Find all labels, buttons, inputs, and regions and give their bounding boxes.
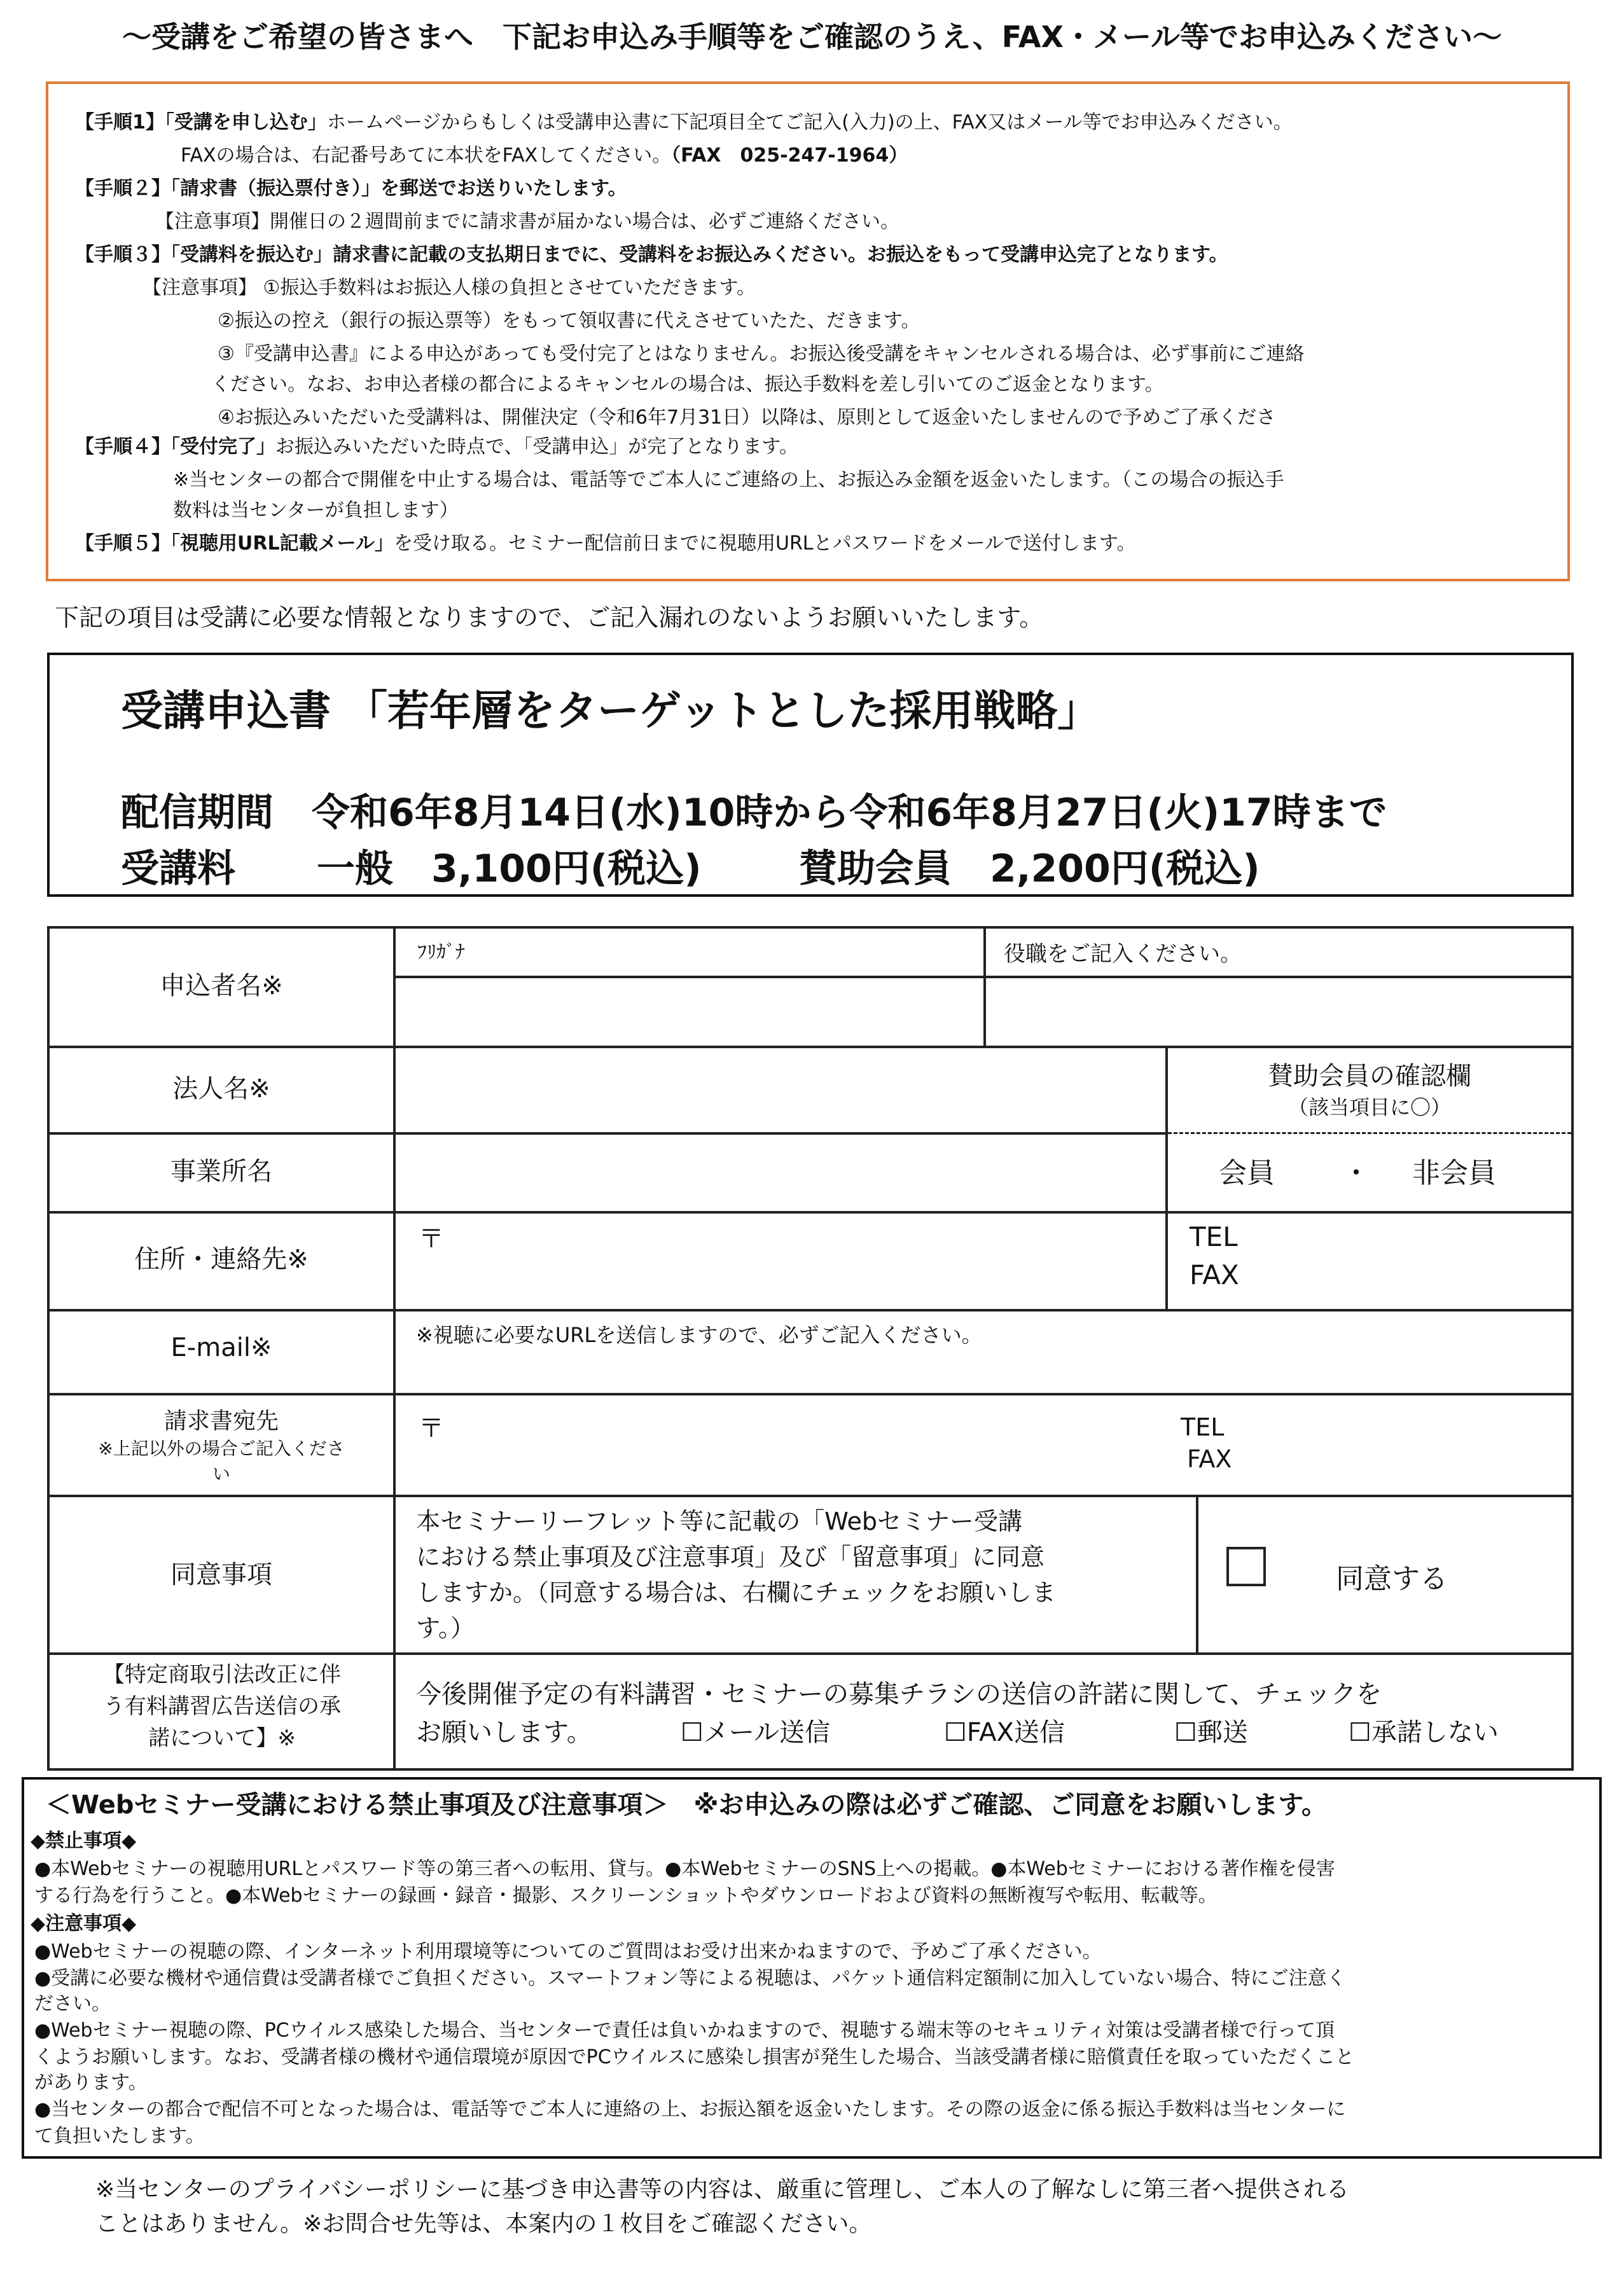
ad-consent-text-2: お願いします。 <box>416 1718 592 1747</box>
furigana-label: ﾌﾘｶﾞﾅ <box>417 941 465 964</box>
agree-label: 同意する <box>1336 1563 1448 1595</box>
applicant-name-field[interactable] <box>396 978 981 1044</box>
step-1: 【手順1】「受講を申し込む」ホームページからもしくは受講申込書に下記項目全てご記入(入力)の上、FAX又はメール等でお申込みください。 <box>75 111 1293 134</box>
step-1-fax: FAXの場合は、右記番号あてに本状をFAXしてください。（FAX 025-247-1964） <box>181 144 908 167</box>
invoice-label: 請求書宛先 <box>163 1408 279 1434</box>
step-3-note-1: 【注意事項】 ①振込手数料はお振込人様の負担とさせていただきます。 <box>142 277 756 299</box>
step-3-note-2: ②振込の控え（銀行の振込票等）をもって領収書に代えさせていたた、だきます。 <box>218 310 920 332</box>
consent-label: 同意事項 <box>170 1560 272 1589</box>
step-3: 【手順３】「受講料を振込む」請求書に記載の支払期日までに、受講料をお振込みください。お振込をもって受講申込完了となります。 <box>75 244 1228 266</box>
fee-label: 受講料 <box>121 847 235 891</box>
delivery-period: 配信期間 令和6年8月14日(水)10時から令和6年8月27日(火)17時まで <box>121 791 1387 835</box>
invoice-sub-a: ※上記以外の場合ご記入くださ <box>98 1438 345 1459</box>
position-hint: 役職をご記入ください。 <box>1004 941 1242 967</box>
agree-checkbox[interactable] <box>1226 1547 1266 1586</box>
caution-2a: ●受講に必要な機材や通信費は受講者様でご負担ください。スマートフォン等による視聴は、パケット通信料定額制に加入していない場合、特にご注意く <box>34 1967 1346 1990</box>
footer-line-1: ※当センターのプライバシーポリシーに基づき申込書等の内容は、厳重に管理し、ご本人の了解なしに第三者へ提供される <box>95 2177 1349 2203</box>
caution-3b: くようお願いします。なお、受講者様の機材や通信環境が原因でPCウイルスに感染し損害が発生した場合、当該受講者様に賠償責任を取っていただくこと <box>34 2046 1354 2068</box>
caution-1: ●Webセミナーの視聴の際、インターネット利用環境等についてのご質問はお受け出来かねますので、予めご了承ください。 <box>34 1941 1102 1963</box>
caution-4b: て負担いたします。 <box>34 2125 205 2147</box>
applicant-label: 申込者名※ <box>160 971 283 1000</box>
page-heading: ～受講をご希望の皆さまへ 下記お申込み手順等をご確認のうえ、FAX・メール等でお申込みください～ <box>121 20 1503 54</box>
step-4-note-b: 数料は当センターが負担します） <box>173 499 459 522</box>
email-hint: ※視聴に必要なURLを送信しますので、必ずご記入ください。 <box>416 1323 982 1347</box>
email-field[interactable] <box>396 1348 1570 1392</box>
caution-3c: があります。 <box>34 2072 148 2094</box>
ad-consent-label: 【特定商取引法改正に伴 う有料講習広告送信の承 諾について】※ <box>103 1662 341 1751</box>
member-check-title: 賛助会員の確認欄 <box>1268 1062 1471 1091</box>
option-fax[interactable]: ☐FAX送信 <box>944 1718 1065 1747</box>
member-option[interactable]: 会員 <box>1219 1157 1275 1189</box>
step-4-note-a: ※当センターの都合で開催を中止する場合は、電話等でご本人にご連絡の上、お振込み金額を返金いたします。（この場合の振込手 <box>173 469 1284 491</box>
tel-label: TEL <box>1190 1221 1238 1252</box>
option-mail[interactable]: ☐メール送信 <box>681 1718 831 1747</box>
step-3-note-3a: ③『受講申込書』による申込があっても受付完了とはなりません。お振込後受講をキャンセルされる場合は、必ず事前にご連絡 <box>218 343 1305 365</box>
option-post[interactable]: ☐郵送 <box>1174 1718 1248 1747</box>
company-field[interactable] <box>396 1048 1164 1131</box>
footer-line-2: ことはありません。※お問合せ先等は、本案内の１枚目をご確認ください。 <box>95 2211 872 2237</box>
email-label: E-mail※ <box>170 1333 272 1362</box>
prohibited-2: する行為を行うこと。●本Webセミナーの録画・録音・撮影、スクリーンショットやダウンロードおよび資料の無断複写や転用、転載等。 <box>34 1885 1218 1907</box>
postal-mark: 〒 <box>419 1224 444 1254</box>
caution-title: ◆注意事項◆ <box>31 1913 137 1935</box>
title-box <box>47 653 1574 897</box>
office-label: 事業所名 <box>170 1157 272 1186</box>
step-4: 【手順４】「受付完了」お振込みいただいた時点で、「受講申込」が完了となります。 <box>75 436 798 458</box>
company-label: 法人名※ <box>172 1074 270 1104</box>
fee-member: 賛助会員 2,200円(税込) <box>799 847 1260 891</box>
form-title: 受講申込書 「若年層をターゲットとした採用戦略」 <box>121 686 1100 735</box>
prohibited-title: ◆禁止事項◆ <box>31 1830 137 1852</box>
step-3-note-4: ④お振込みいただいた受講料は、開催決定（令和6年7月31日）以降は、原則として返金いたしませんので予めご了承くださ <box>218 406 1276 429</box>
step-5: 【手順５】「視聴用URL記載メール」を受け取る。セミナー配信前日までに視聴用URLとパスワードをメールで送付します。 <box>75 532 1136 555</box>
invoice-address-field[interactable] <box>445 1397 1145 1492</box>
position-field[interactable] <box>986 978 1570 1044</box>
invoice-tel-label: TEL <box>1181 1413 1225 1441</box>
caution-3a: ●Webセミナー視聴の際、PCウイルス感染した場合、当センターで責任は負いかねますので、視聴する端末等のセキュリティ対策は受講者様で行って頂 <box>34 2019 1335 2042</box>
ad-consent-text-1: 今後開催予定の有料講習・セミナーの募集チラシの送信の許諾に関して、チェックを <box>416 1680 1382 1709</box>
invoice-postal-mark: 〒 <box>419 1414 444 1443</box>
step-2: 【手順２】「請求書（振込票付き）」を郵送でお送りいたします。 <box>75 177 627 200</box>
steps-box <box>46 81 1570 581</box>
fax-label: FAX <box>1190 1259 1239 1291</box>
caution-4a: ●当センターの都合で配信不可となった場合は、電話等でご本人に連絡の上、お振込額を返金いたします。その際の返金に係る振込手数料は当センターに <box>34 2098 1346 2121</box>
notice-heading: ＜Webセミナー受講における禁止事項及び注意事項＞ ※お申込みの際は必ずご確認、ご同意をお願いします。 <box>46 1790 1328 1820</box>
address-label: 住所・連絡先※ <box>134 1245 309 1274</box>
address-field[interactable] <box>445 1215 1163 1306</box>
step-2-note: 【注意事項】開催日の２週間前までに請求書が届かない場合は、必ずご連絡ください。 <box>155 211 899 233</box>
nonmember-option[interactable]: 非会員 <box>1412 1157 1496 1189</box>
caution-2b: ださい。 <box>34 1993 111 2015</box>
member-separator: ・ <box>1342 1157 1370 1189</box>
fee-general: 一般 3,100円(税込) <box>317 847 702 891</box>
option-decline[interactable]: ☐承諾しない <box>1349 1718 1499 1747</box>
prohibited-1: ●本Webセミナーの視聴用URLとパスワード等の第三者への転用、貸与。●本WebセミナーのSNS上への掲載。●本Webセミナーにおける著作権を侵害 <box>34 1858 1335 1880</box>
office-field[interactable] <box>396 1135 1164 1210</box>
notice-box <box>22 1777 1602 2159</box>
member-check-sub: （該当項目に〇） <box>1287 1095 1451 1119</box>
step-3-note-3b: ください。なお、お申込者様の都合によるキャンセルの場合は、振込手数料を差し引いてのご返金となります。 <box>211 373 1164 396</box>
invoice-fax-label: FAX <box>1187 1445 1232 1473</box>
intro-line: 下記の項目は受講に必要な情報となりますので、ご記入漏れのないようお願いいたします。 <box>55 604 1044 632</box>
invoice-sub-b: い <box>212 1464 230 1485</box>
consent-text: 本セミナーリーフレット等に記載の「Webセミナー受講 における禁止事項及び注意事項」及び「留意事項」に同意 しますか。（同意する場合は、右欄にチェックをお願いしま す。） <box>416 1507 1056 1642</box>
